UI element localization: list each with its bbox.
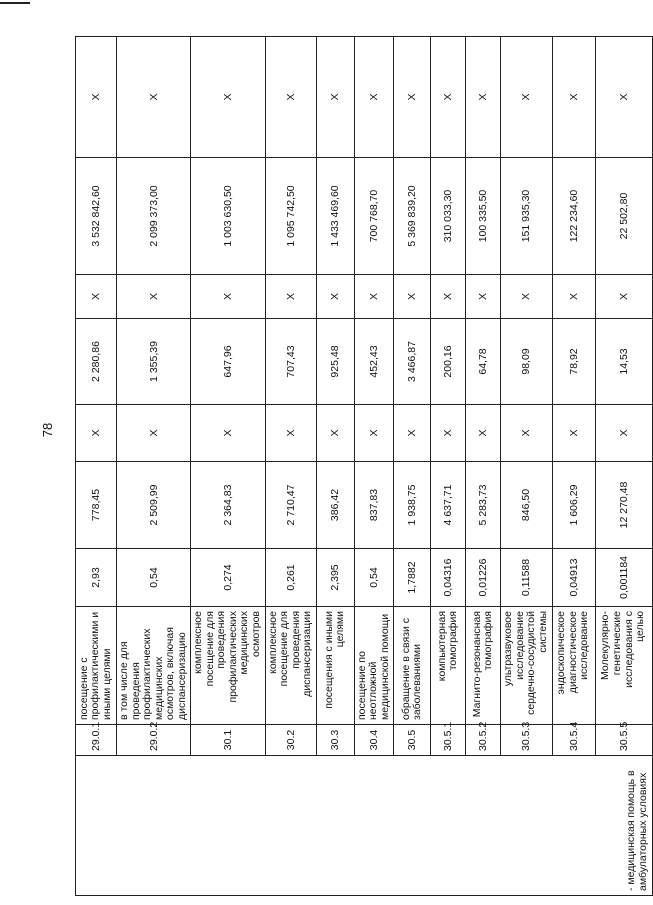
row-value-8: 151 935,30 [501,158,552,275]
row-value-7: X [501,275,552,319]
row-value-3: 0,01226 [466,549,501,607]
row-value-9: X [595,37,652,158]
row-name: в том числе для проведения профилактических медицинских осмотров, включая диспансеризацию [117,607,191,725]
row-value-5: X [354,405,394,462]
row-code: 30.5 [394,725,431,756]
row-value-4: 1 938,75 [394,462,431,549]
row-value-4: 386,42 [316,462,354,549]
row-value-3: 0,54 [354,549,394,607]
corner-mark [0,2,30,4]
row-value-8: 100 335,50 [466,158,501,275]
row-value-7: X [595,275,652,319]
row-value-7: X [265,275,316,319]
row-code: 30.5.3 [501,725,552,756]
row-code: 29.0.1 [76,725,117,756]
row-value-8: 1 433 469,60 [316,158,354,275]
row-value-7: X [117,275,191,319]
row-value-9: X [394,37,431,158]
row-value-8: 1 095 742,50 [265,158,316,275]
row-value-4: 778,45 [76,462,117,549]
row-name: посещение с профилактическими и иными целями [76,607,117,725]
row-value-3: 2,93 [76,549,117,607]
row-value-5: X [501,405,552,462]
row-value-3: 2,395 [316,549,354,607]
row-code: 30.5.2 [466,725,501,756]
row-value-6: 1 355,39 [117,319,191,405]
row-value-8: 310 033,30 [431,158,466,275]
row-value-8: 5 369 839,20 [394,158,431,275]
row-value-7: X [316,275,354,319]
row-value-3: 0,274 [191,549,265,607]
row-name: обращение в связи с заболеваниями [394,607,431,725]
row-value-7: X [76,275,117,319]
row-value-5: X [191,405,265,462]
row-value-6: 64,78 [466,319,501,405]
data-table [75,36,653,896]
section-label-cell: - медицинская помощь в амбулаторных условиях [76,756,653,896]
row-name: комплексное посещение для проведения профилактических медицинских осмотров [191,607,265,725]
page-number: 78 [40,422,55,438]
row-name: Молекулярно-генетические исследования с целью [595,607,652,725]
row-value-5: X [595,405,652,462]
row-value-4: 837,83 [354,462,394,549]
row-value-3: 0,261 [265,549,316,607]
row-value-4: 2 509,99 [117,462,191,549]
row-name: эндоскопическое диагностическое исследование [552,607,595,725]
row-value-9: X [466,37,501,158]
row-value-9: X [117,37,191,158]
row-value-5: X [316,405,354,462]
row-value-4: 2 364,83 [191,462,265,549]
row-value-5: X [552,405,595,462]
row-name: компьютерная томография [431,607,466,725]
row-code: 30.1 [191,725,265,756]
row-value-9: X [76,37,117,158]
row-code: 30.4 [354,725,394,756]
row-code: 30.2 [265,725,316,756]
row-value-6: 78,92 [552,319,595,405]
row-name: посещения с иными целями [316,607,354,725]
row-value-5: X [265,405,316,462]
row-value-7: X [466,275,501,319]
row-value-8: 3 532 842,60 [76,158,117,275]
row-value-6: 3 466,87 [394,319,431,405]
row-value-4: 2 710,47 [265,462,316,549]
row-value-4: 5 283,73 [466,462,501,549]
row-value-8: 700 768,70 [354,158,394,275]
row-value-6: 2 280,86 [76,319,117,405]
row-value-6: 647,96 [191,319,265,405]
row-code: 29.0.2 [117,725,191,756]
row-value-5: X [431,405,466,462]
row-value-8: 22 502,80 [595,158,652,275]
row-value-9: X [354,37,394,158]
row-value-7: X [394,275,431,319]
row-code: 30.5.1 [431,725,466,756]
row-value-7: X [191,275,265,319]
row-value-7: X [431,275,466,319]
row-value-9: X [265,37,316,158]
row-name: посещение по неотложной медицинской помощи [354,607,394,725]
row-value-3: 0,04913 [552,549,595,607]
row-value-3: 1,7882 [394,549,431,607]
row-name: комплексное посещение для проведения диспансеризации [265,607,316,725]
row-value-3: 0,04316 [431,549,466,607]
row-value-6: 452,43 [354,319,394,405]
row-value-3: 0,11588 [501,549,552,607]
row-value-9: X [316,37,354,158]
table-row [76,37,117,896]
row-value-5: X [76,405,117,462]
row-value-5: X [466,405,501,462]
row-value-5: X [117,405,191,462]
row-value-3: 0,54 [117,549,191,607]
row-name: Магнито-резонансная томография [466,607,501,725]
row-value-4: 4 637,71 [431,462,466,549]
row-value-4: 1 606,29 [552,462,595,549]
row-code: 30.3 [316,725,354,756]
row-value-8: 122 234,60 [552,158,595,275]
row-value-7: X [552,275,595,319]
row-value-4: 846,50 [501,462,552,549]
row-name: ультразвуковое исследование сердечно-сосудистой системы [501,607,552,725]
row-value-6: 98,09 [501,319,552,405]
row-code: 30.5.5 [595,725,652,756]
row-value-7: X [354,275,394,319]
row-code: 30.5.4 [552,725,595,756]
row-value-6: 14,53 [595,319,652,405]
row-value-9: X [191,37,265,158]
row-value-6: 707,43 [265,319,316,405]
row-value-8: 2 099 373,00 [117,158,191,275]
row-value-9: X [501,37,552,158]
row-value-8: 1 003 630,50 [191,158,265,275]
row-value-9: X [552,37,595,158]
row-value-5: X [394,405,431,462]
row-value-4: 12 270,48 [595,462,652,549]
row-value-6: 200,16 [431,319,466,405]
row-value-6: 925,48 [316,319,354,405]
table-container [75,37,650,896]
row-value-9: X [431,37,466,158]
row-value-3: 0,001184 [595,549,652,607]
